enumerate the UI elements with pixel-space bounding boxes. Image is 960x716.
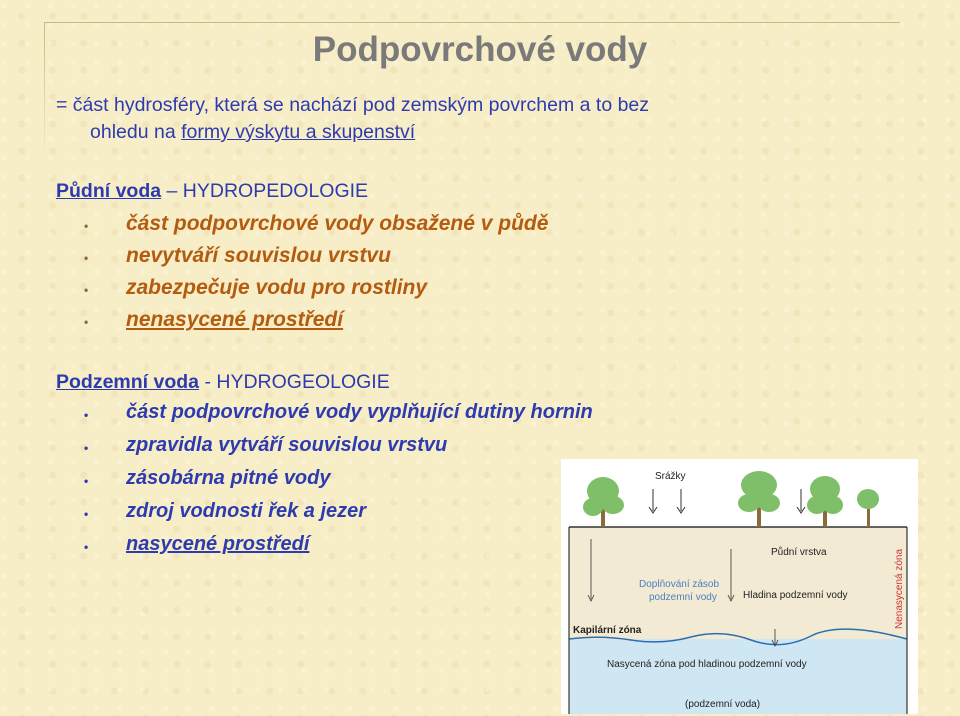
- soil-layer-label: Půdní vrstva: [771, 547, 827, 558]
- saturated-zone-label: Nasycená zóna pod hladinou podzemní vody: [607, 659, 807, 670]
- ground-water-heading-rest: - HYDROGEOLOGIE: [199, 371, 390, 393]
- list-item: [80, 434, 593, 467]
- list-item: [80, 533, 593, 566]
- recharge-label-2: podzemní vody: [649, 592, 717, 603]
- list-item-text: zdroj vodnosti řek a jezer: [126, 500, 367, 522]
- intro-line-1: = část hydrosféry, která se nachází pod zemským povrchem a to bez: [56, 94, 650, 116]
- bullet-icon: •: [84, 219, 89, 233]
- list-item-text: zpravidla vytváří souvislou vrstvu: [126, 434, 448, 456]
- list-item: [80, 244, 548, 276]
- unsaturated-zone-area: [569, 527, 907, 639]
- list-item-text: část podpovrchové vody obsažené v půdě: [126, 212, 549, 235]
- soil-water-list: [80, 212, 548, 340]
- bullet-icon: •: [84, 315, 89, 329]
- groundwater-diagram: [561, 459, 918, 714]
- soil-water-link[interactable]: Půdní voda: [56, 180, 162, 202]
- water-table-label: Hladina podzemní vody: [743, 590, 848, 601]
- list-item: [80, 401, 593, 434]
- ground-water-link[interactable]: Podzemní voda: [56, 371, 200, 393]
- ground-water-heading: [56, 371, 390, 394]
- groundwater-note-label: (podzemní voda): [685, 699, 761, 710]
- list-item-text: zásobárna pitné vody: [126, 467, 331, 489]
- bullet-icon: •: [84, 507, 89, 521]
- list-item: [80, 212, 548, 244]
- intro-link[interactable]: formy výskytu a skupenství: [181, 121, 416, 143]
- list-item-text: nasycené prostředí: [126, 533, 310, 555]
- bullet-icon: •: [84, 441, 89, 455]
- recharge-label-1: Doplňování zásob: [639, 579, 720, 590]
- bullet-icon: •: [84, 408, 89, 422]
- top-divider: [44, 22, 900, 23]
- list-item: [80, 276, 548, 308]
- bullet-icon: •: [84, 283, 89, 297]
- list-item-text: nenasycené prostředí: [126, 308, 344, 331]
- slide-title: Podpovrchové vody: [312, 30, 648, 69]
- precipitation-label: Srážky: [655, 471, 686, 482]
- intro-line-2: [56, 119, 649, 146]
- bullet-icon: •: [84, 540, 89, 554]
- list-item: [80, 467, 593, 500]
- intro-line-2-prefix: ohledu na: [90, 121, 182, 143]
- intro-text: [56, 92, 649, 146]
- soil-water-heading-rest: – HYDROPEDOLOGIE: [161, 180, 369, 202]
- bullet-icon: •: [84, 474, 89, 488]
- bullet-icon: •: [84, 251, 89, 265]
- ground-water-list: [80, 401, 593, 566]
- capillary-zone-label: Kapilární zóna: [573, 625, 642, 636]
- list-item-text: část podpovrchové vody vyplňující dutiny hornin: [126, 401, 593, 423]
- unsaturated-zone-label: Nenasycená zóna: [894, 548, 905, 629]
- soil-water-heading: [56, 180, 368, 203]
- list-item-text: nevytváří souvislou vrstvu: [126, 244, 391, 267]
- list-item: [80, 308, 548, 340]
- list-item: [80, 500, 593, 533]
- list-item-text: zabezpečuje vodu pro rostliny: [126, 276, 428, 299]
